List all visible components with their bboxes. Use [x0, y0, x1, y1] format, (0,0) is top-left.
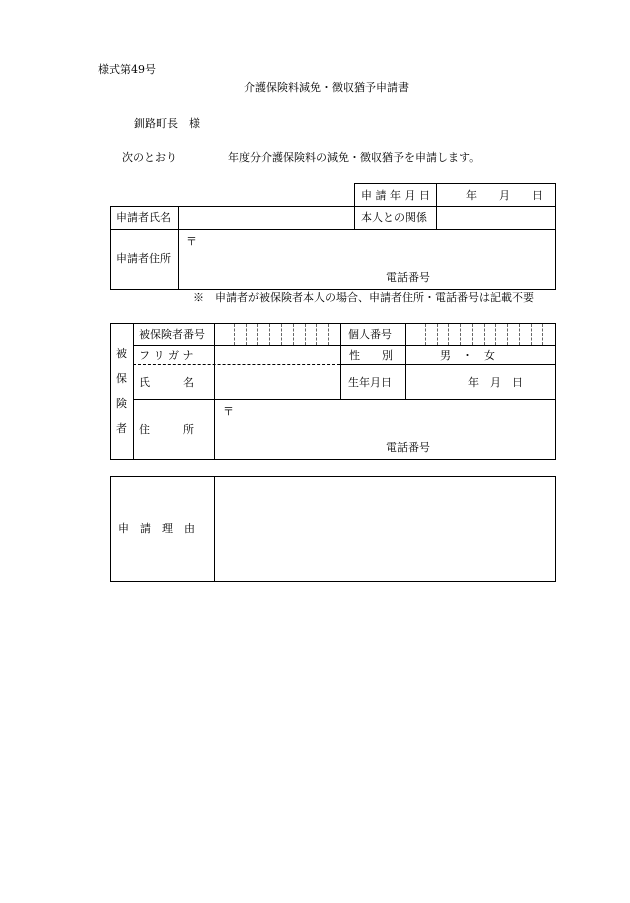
- furigana-label: フ リ ガ ナ: [139, 349, 194, 362]
- intro-right: 年度分介護保険料の減免・徴収猶予を申請します。: [228, 151, 481, 164]
- personal-number-label: 個人番号: [348, 328, 392, 341]
- insured-name-label: 氏 名: [139, 376, 194, 389]
- personal-number-field[interactable]: [406, 324, 554, 345]
- gender-value[interactable]: 男 ・ 女: [440, 349, 495, 362]
- reason-label: 申 請 理 由: [118, 522, 195, 535]
- insured-phone-label: 電話番号: [386, 441, 430, 454]
- applicant-name-label: 申請者氏名: [116, 211, 171, 224]
- date-value[interactable]: 年 月 日: [466, 189, 543, 202]
- insured-address-label: 住 所: [139, 423, 194, 436]
- applicant-postal-mark: 〒: [186, 235, 197, 248]
- applicant-address-field[interactable]: [180, 231, 552, 287]
- intro-left: 次のとおり: [122, 151, 177, 164]
- applicant-address-label: 申請者住所: [116, 252, 171, 265]
- side-char-2: 保: [116, 371, 127, 385]
- relation-field[interactable]: [438, 208, 552, 228]
- insured-address-field[interactable]: [216, 401, 552, 457]
- insured-name-field[interactable]: [216, 366, 339, 398]
- date-label: 申 請 年 月 日: [361, 189, 430, 202]
- furigana-field[interactable]: [216, 347, 339, 363]
- gender-label: 性 別: [349, 349, 393, 362]
- addressee: 釧路町長 様: [134, 117, 200, 130]
- relation-label: 本人との関係: [361, 211, 427, 224]
- form-number: 様式第49号: [98, 63, 156, 76]
- applicant-phone-label: 電話番号: [386, 271, 430, 284]
- side-char-1: 被: [116, 346, 127, 360]
- insured-number-field[interactable]: [215, 324, 340, 345]
- side-char-4: 者: [116, 421, 127, 435]
- side-char-3: 険: [116, 396, 127, 410]
- applicant-name-field[interactable]: [180, 208, 352, 228]
- birth-label: 生年月日: [348, 376, 392, 389]
- reason-field[interactable]: [216, 478, 552, 578]
- insured-postal-mark: 〒: [223, 405, 234, 418]
- page-title: 介護保険料減免・徴収猶予申請書: [244, 81, 409, 94]
- birth-value[interactable]: 年 月 日: [468, 376, 523, 389]
- note-text: ※ 申請者が被保険者本人の場合、申請者住所・電話番号は記載不要: [193, 291, 534, 304]
- insured-number-label: 被保険者番号: [139, 328, 205, 341]
